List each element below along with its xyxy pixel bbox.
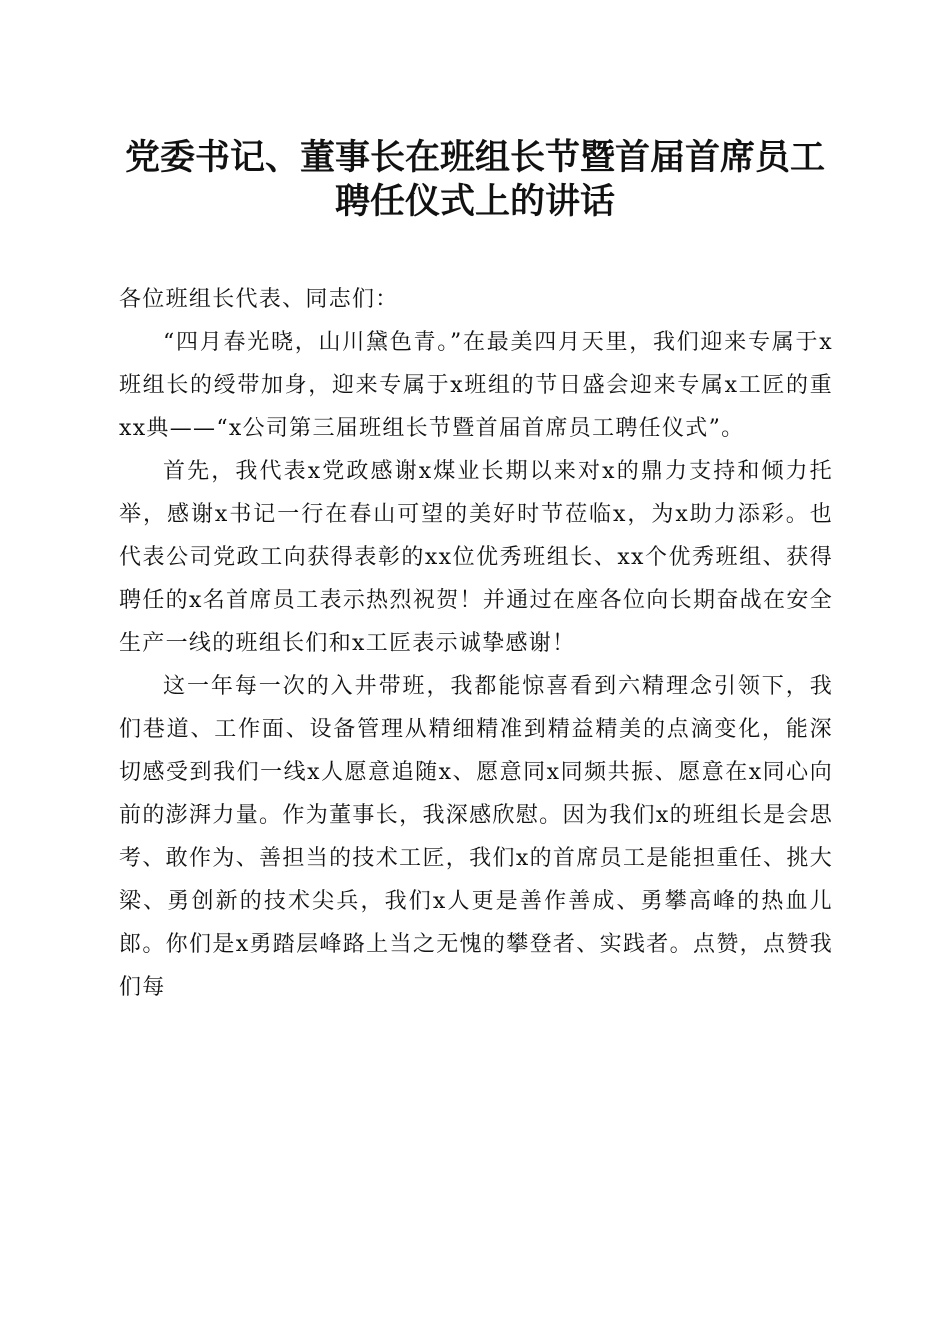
document-title [100, 136, 850, 224]
title-line-2: 聘任仪式上的讲话 [334, 181, 615, 222]
paragraph-3: 这一年每一次的入井带班，我都能惊喜看到六精理念引领下，我们巷道、工作面、设备管理从精细精准到精益精美的点滴变化，能深切感受到我们一线x人愿意追随x、愿意同x同频共振、愿意在x同心向前的澎湃力量。作为董事长，我深感欣慰。因为我们x的班组长是会思考、敢作为、善担当的技术工匠，我们x的首席员工是能担重任、挑大梁、勇创新的技术尖兵，我们x人更是善作善成、勇攀高峰的热血儿郎。你们是x勇踏层峰路上当之无愧的攀登者、实践者。点赞，点赞我们每 [119, 674, 833, 1000]
paragraph-2: 首先，我代表x党政感谢x煤业长期以来对x的鼎力支持和倾力托举，感谢x书记一行在春山可望的美好时节莅临x，为x助力添彩。也代表公司党政工向获得表彰的xx位优秀班组长、xx个优秀班组、获得聘任的x名首席员工表示热烈祝贺！并通过在座各位向长期奋战在安全生产一线的班组长们和x工匠表示诚挚感谢！ [119, 459, 833, 656]
paragraph-1: “四月春光晓，山川黛色青。”在最美四月天里，我们迎来专属于x班组长的绶带加身，迎来专属于x班组的节日盛会迎来专属x工匠的重xx典——“x公司第三届班组长节暨首届首席员工聘任仪式”。 [119, 330, 833, 441]
salutation: 各位班组长代表、同志们： [119, 287, 399, 312]
document-body [119, 278, 833, 1009]
title-line-1: 党委书记、董事长在班组长节暨首届首席员工 [124, 137, 825, 178]
